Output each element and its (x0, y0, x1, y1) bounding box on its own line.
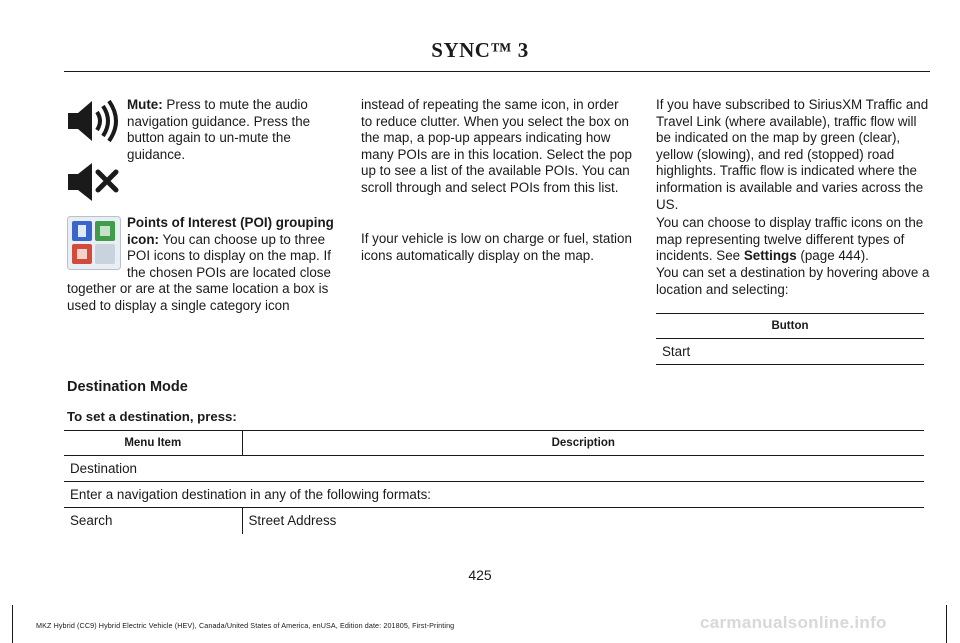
street-address-cell: Street Address (248, 513, 337, 529)
page-number: 425 (468, 567, 492, 583)
header-rule (64, 71, 930, 72)
table-row (656, 339, 924, 365)
search-cell: Search (64, 508, 242, 534)
speaker-mute-icon (66, 162, 120, 202)
button-table (656, 313, 924, 365)
traffic-icons-paragraph (656, 215, 930, 265)
watermark: carmanualsonline.info (700, 613, 887, 632)
poi-description (127, 215, 339, 281)
crop-mark-right (946, 605, 947, 643)
table-row (64, 482, 924, 508)
page-header-title: SYNC™ 3 (431, 38, 529, 62)
destination-cell: Destination (64, 456, 924, 482)
traffic-icons-text-a: You can choose to display traffic icons on the map representing twelve different types of incidents. See (656, 215, 924, 264)
description-column-header: Description (242, 431, 924, 456)
poi-label: Points of Interest (POI) grouping icon: (127, 215, 334, 247)
table-row (64, 456, 924, 482)
poi-text-a: You can choose up to three POI icons to display on the map. If the chosen POIs are located close (127, 231, 331, 280)
start-cell: Start (656, 339, 924, 365)
poi-group-icon (67, 216, 121, 270)
table-header-row (656, 314, 924, 339)
table-header-row (64, 431, 924, 456)
settings-link[interactable]: Settings (743, 248, 797, 264)
mute-label: Mute: (127, 97, 163, 112)
set-destination-paragraph: You can set a destination by hovering above a location and selecting: (656, 265, 930, 297)
traffic-paragraph: If you have subscribed to SiriusXM Traffic and Travel Link (where available), traffic flow will be indicated on the map by green (clear), yellow (slowing), and red (stopped) road highlights. Traffic flow is indicated where the information is available and varies across the US. (656, 97, 929, 212)
mute-description (127, 97, 339, 163)
poi-box-paragraph: instead of repeating the same icon, in order to reduce clutter. When you select the box on the map, a pop-up appears indicating how many POIs are in this location. Select the pop up to see a list of the available POIs. You can scroll through and select POIs from this list. (361, 97, 632, 195)
button-column-header: Button (656, 314, 924, 339)
traffic-icons-text-b: (page 444). (796, 248, 869, 264)
mute-text: Press to mute the audio navigation guidance. Press the button again to un-mute the guidance. (127, 97, 311, 162)
poi-description-cont: together or are at the same location a box is used to display a single category icon (67, 281, 329, 313)
table-row (64, 508, 924, 534)
destination-table (64, 430, 924, 534)
crop-mark-left (12, 605, 13, 643)
menu-item-column-header: Menu Item (64, 431, 242, 456)
footer-edition-text: MKZ Hybrid (CC9) Hybrid Electric Vehicle (HEV), Canada/United States of America, enUSA, Edition date: 201805, First-Printing (36, 621, 455, 630)
set-destination-subheading: To set a destination, press: (67, 409, 237, 424)
low-fuel-paragraph: If your vehicle is low on charge or fuel, station icons automatically display on the map. (361, 231, 632, 263)
speaker-icon (66, 98, 120, 144)
formats-cell: Enter a navigation destination in any of the following formats: (64, 482, 924, 508)
destination-mode-heading: Destination Mode (67, 379, 188, 395)
